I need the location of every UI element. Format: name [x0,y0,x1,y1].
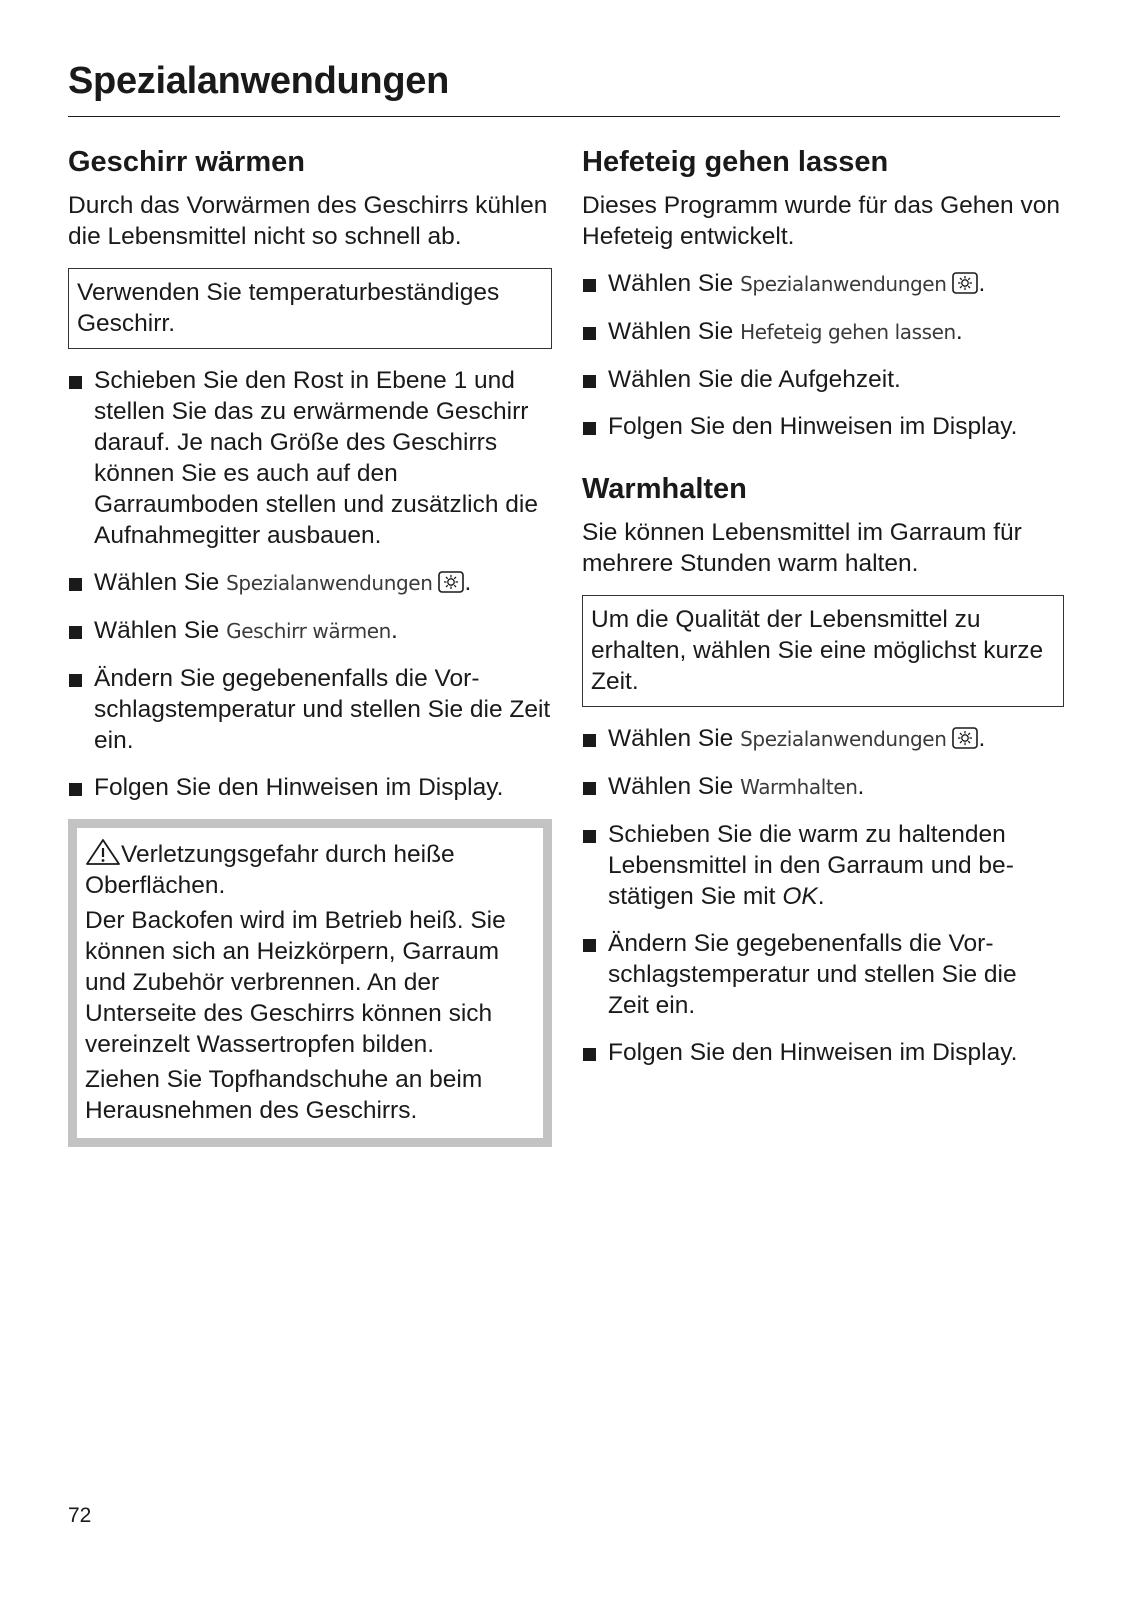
list-item: Schieben Sie die warm zu haltenden Lebensmittel in den Garraum und bestätigen Sie mit OK. [582,819,1064,912]
display-text: Spezialanwendungen [226,571,433,596]
list-item: Folgen Sie den Hinweisen im Display. [68,772,552,803]
page-title: Spezialanwendungen [68,60,449,102]
special-applications-icon [952,272,978,294]
list-item: Folgen Sie den Hinweisen im Display. [582,411,1064,442]
list-item: Wählen Sie Geschirr wärmen. [68,615,552,647]
list-item: Folgen Sie den Hinweisen im Display. [582,1037,1064,1068]
list-item: Wählen Sie Spezialanwendungen . [582,268,1064,300]
warning-triangle-icon [85,838,121,866]
section-heading-geschirr-waermen: Geschirr wärmen [68,146,305,178]
section-heading-hefeteig: Hefeteig gehen lassen [582,146,889,178]
section-intro: Sie können Lebensmittel im Garraum für mehrere Stunden warm halten. [582,519,1022,578]
special-applications-icon [952,727,978,749]
step-list [582,268,1064,442]
special-applications-icon [438,571,464,593]
list-item: Wählen Sie Spezialanwendungen . [582,723,1064,755]
warning-box [68,819,552,1147]
right-column [582,143,1064,1084]
list-item: Ändern Sie gegebenenfalls die Vorschlagstemperatur und stellen Sie die Zeit ein. [582,928,1064,1021]
warning-title: Verletzungsgefahr durch heiße Oberflächen. [85,838,535,901]
list-item: Schieben Sie den Rost in Ebene 1 und stellen Sie das zu erwärmende Geschirr darauf. Je nach Größe des Geschirrs können Sie es auch auf den Garraumboden stellen und zusätzlich die Aufnahmegitter ausbauen. [68,365,552,551]
display-text: Warmhalten [740,775,858,800]
list-item: Wählen Sie Spezialanwendungen . [68,567,552,599]
step-list [68,365,552,803]
display-text: Spezialanwendungen [740,727,947,752]
section-intro: Durch das Vorwärmen des Geschirrs kühlen die Lebensmittel nicht so schnell ab. [68,192,548,251]
warning-paragraph: Der Backofen wird im Betrieb heiß. Sie können sich an Heizkörpern, Garraum und Zubehör verbrennen. An der Unterseite des Geschirrs können sich vereinzelt Wassertropfen bilden. [85,907,506,1059]
note-box: Verwenden Sie temperaturbeständiges Geschirr. [68,268,552,349]
display-text: Geschirr wärmen [226,619,391,644]
list-item: Wählen Sie die Aufgehzeit. [582,364,1064,395]
section-heading-warmhalten: Warmhalten [582,473,747,506]
list-item: Wählen Sie Warmhalten. [582,771,1064,803]
page-number: 72 [68,1504,92,1527]
warning-paragraph: Ziehen Sie Topfhandschuhe an beim Herausnehmen des Geschirrs. [85,1066,483,1125]
section-intro: Dieses Programm wurde für das Gehen von Hefeteig entwickelt. [582,192,1060,251]
title-divider [68,116,1060,117]
step-list [582,723,1064,1068]
display-text: Hefeteig gehen lassen [740,320,956,345]
list-item: Wählen Sie Hefeteig gehen lassen. [582,316,1064,348]
list-item: Ändern Sie gegebenenfalls die Vorschlagstemperatur und stellen Sie die Zeit ein. [68,663,552,756]
display-text: Spezialanwendungen [740,272,947,297]
left-column [68,143,552,1147]
ok-key-label: OK [782,883,818,911]
note-box: Um die Qualität der Lebensmittel zu erhalten, wählen Sie eine möglichst kurze Zeit. [582,595,1064,707]
